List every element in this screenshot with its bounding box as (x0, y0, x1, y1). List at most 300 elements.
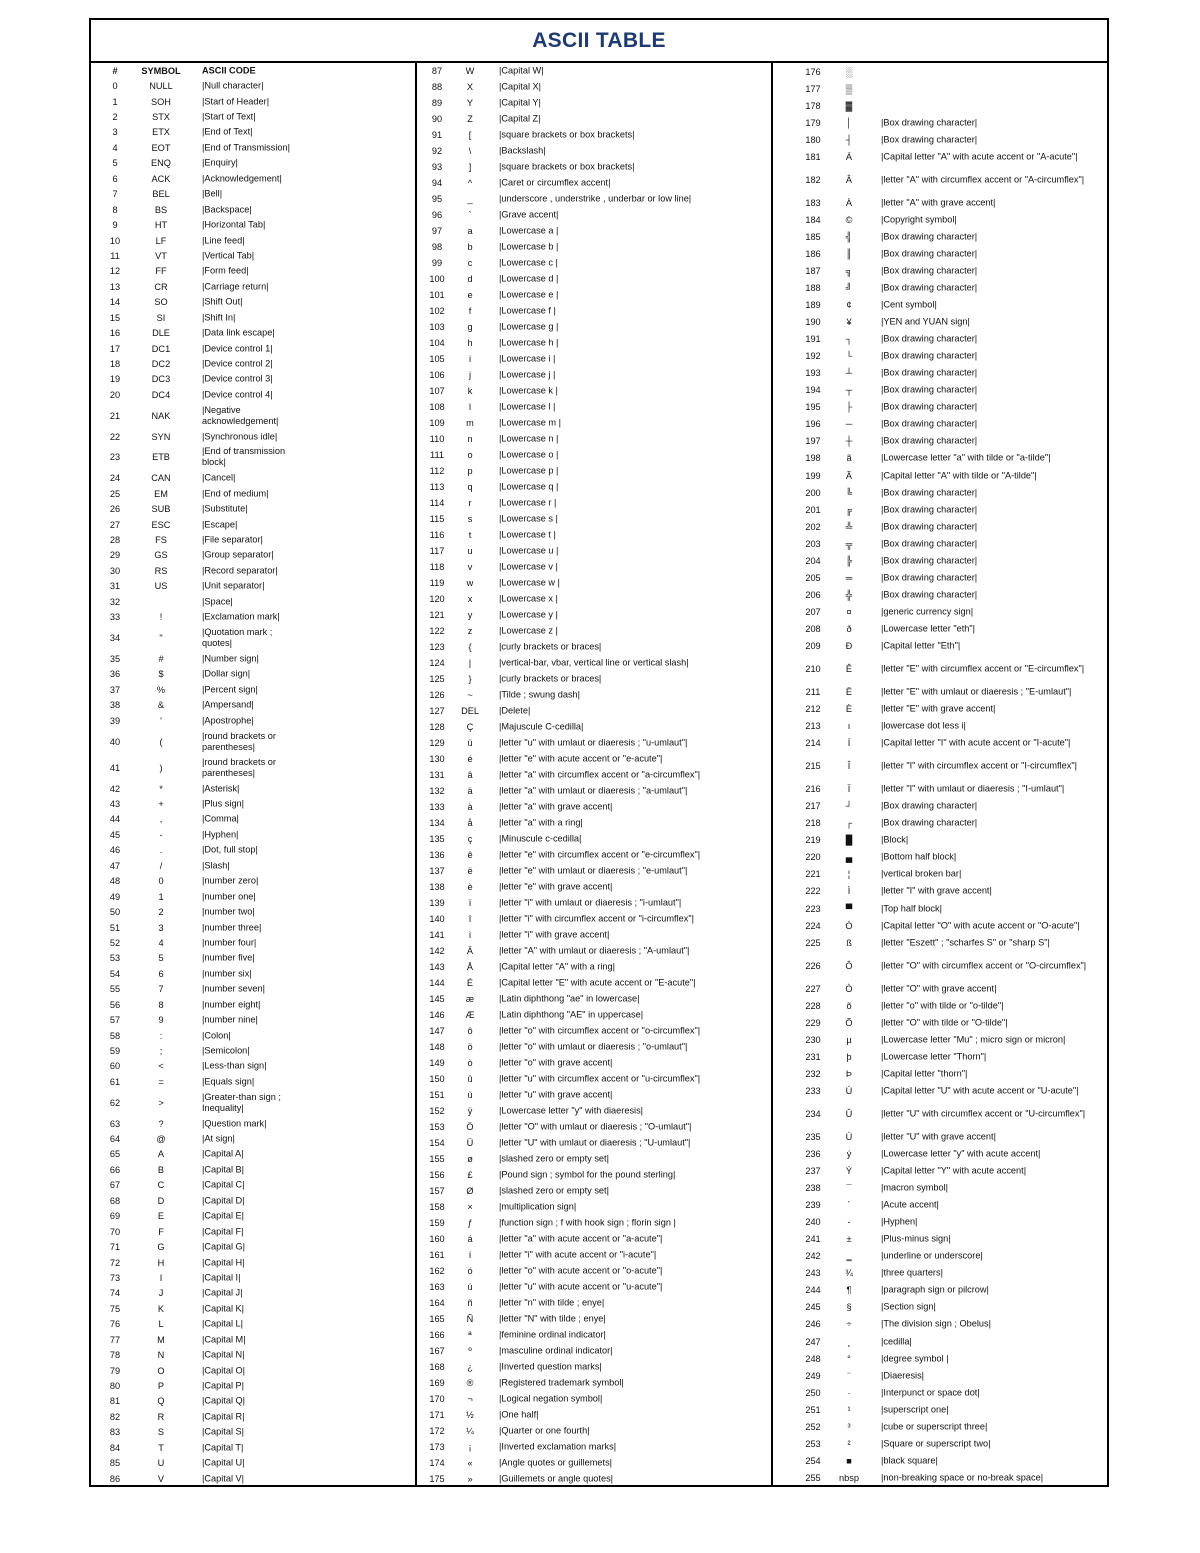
code-number: 7 (112, 188, 118, 199)
description-cell: |Box drawing character| (881, 589, 978, 600)
code-number: 134 (429, 817, 445, 828)
description-cell: |number three| (202, 922, 262, 933)
description-cell: |number six| (202, 968, 252, 979)
description-cell: |Box drawing character| (881, 282, 978, 293)
table-row (417, 751, 771, 767)
description-cell: |letter "O" with umlaut or diaeresis ; "O-umlaut"| (499, 1121, 692, 1132)
table-row (773, 211, 1107, 228)
table-row (773, 1282, 1107, 1299)
symbol-cell: DC1 (151, 343, 171, 354)
table-row (91, 1286, 415, 1301)
symbol-cell: b (467, 241, 473, 252)
symbol-cell: ┌ (845, 818, 853, 829)
symbol-cell: U (157, 1457, 165, 1468)
table-row (417, 1023, 771, 1039)
description-cell: |Null character| (202, 80, 264, 91)
table-row (773, 1180, 1107, 1197)
symbol-cell: ´ (847, 1199, 851, 1210)
description-cell: |Capital letter "E" with acute accent or "E-acute"| (499, 977, 696, 988)
table-row (417, 111, 771, 127)
table-row (91, 935, 415, 950)
description-cell: |letter "e" with circumflex accent or "e-circumflex"| (499, 849, 701, 860)
table-row (773, 637, 1107, 654)
description-cell: |Hyphen| (881, 1216, 918, 1227)
symbol-cell: ¡ (468, 1441, 472, 1452)
description-cell: |Box drawing character| (881, 367, 978, 378)
description-cell: |Lowercase letter "Mu" ; micro sign or micron| (881, 1034, 1066, 1045)
symbol-cell: ░ (845, 66, 853, 77)
symbol-cell: m (466, 417, 474, 428)
code-number: 247 (805, 1336, 821, 1347)
code-number: 121 (429, 609, 445, 620)
symbol-cell: ü (467, 737, 473, 748)
code-number: 197 (805, 436, 821, 447)
symbol-cell: DC3 (151, 374, 171, 385)
code-number: 208 (805, 623, 821, 634)
table-row (773, 131, 1107, 148)
symbol-cell: Ö (466, 1121, 474, 1132)
symbol-cell: W (465, 65, 475, 76)
code-number: 240 (805, 1216, 821, 1227)
description-cell: |One half| (499, 1409, 539, 1420)
code-number: 86 (109, 1473, 121, 1484)
description-cell: |round brackets or parentheses| (202, 730, 276, 752)
table-row (417, 287, 771, 303)
description-cell: |Group separator| (202, 549, 274, 560)
table-row (417, 1151, 771, 1167)
symbol-cell: ┤ (845, 134, 853, 145)
symbol-cell: FF (155, 266, 167, 277)
table-row (91, 843, 415, 858)
code-number: 45 (109, 829, 121, 840)
code-number: 125 (429, 673, 445, 684)
symbol-cell: Í (847, 737, 851, 748)
code-number: 150 (429, 1073, 445, 1084)
table-row (91, 1332, 415, 1347)
header-symbol: SYMBOL (141, 65, 181, 76)
table-row (417, 1471, 771, 1487)
table-row (417, 1455, 771, 1471)
description-cell: |letter "u" with circumflex accent or "u-circumflex"| (499, 1073, 701, 1084)
table-row (91, 625, 415, 651)
symbol-cell: ¶ (846, 1285, 852, 1296)
symbol-cell: ¬ (467, 1393, 473, 1404)
symbol-cell: 5 (158, 953, 164, 964)
description-cell: |Capital V| (202, 1473, 245, 1484)
description-cell: |generic currency sign| (881, 606, 974, 617)
description-cell: |Device control 2| (202, 358, 273, 369)
table-row (417, 527, 771, 543)
code-number: 56 (109, 999, 121, 1010)
code-number: 244 (805, 1285, 821, 1296)
symbol-cell: _ (467, 193, 473, 204)
description-cell: |Grave accent| (499, 209, 559, 220)
table-row (91, 904, 415, 919)
symbol-cell: » (467, 1473, 473, 1484)
description-cell: |three quarters| (881, 1267, 943, 1278)
description-cell: |Capital H| (202, 1257, 245, 1268)
description-cell: |Capital C| (202, 1179, 245, 1190)
symbol-cell: r (468, 497, 472, 508)
code-number: 124 (429, 657, 445, 668)
description-cell: |Capital letter "Eth"| (881, 640, 961, 651)
symbol-cell: É (466, 977, 474, 988)
table-row (773, 228, 1107, 245)
symbol-cell: ║ (845, 248, 853, 259)
code-number: 44 (109, 814, 121, 825)
description-cell: |Box drawing character| (881, 384, 978, 395)
symbol-cell: ╣ (845, 231, 853, 242)
code-number: 6 (112, 173, 118, 184)
code-number: 183 (805, 197, 821, 208)
description-cell: |File separator| (202, 534, 263, 545)
code-number: 157 (429, 1185, 445, 1196)
description-cell: |letter "o" with grave accent| (499, 1057, 613, 1068)
code-number: 25 (109, 488, 121, 499)
table-row (773, 752, 1107, 781)
description-cell: |Lowercase p | (499, 465, 559, 476)
table-row (417, 1119, 771, 1135)
description-cell: |letter "U" with circumflex accent or "U-circumflex"| (881, 1108, 1086, 1119)
table-row (773, 917, 1107, 934)
description-cell: |Capital letter "A" with tilde or "A-tilde"| (881, 470, 1037, 481)
table-row (91, 563, 415, 578)
symbol-cell: ! (159, 611, 163, 622)
description-cell: |Logical negation symbol| (499, 1393, 603, 1404)
table-row (773, 552, 1107, 569)
table-row (417, 927, 771, 943)
code-number: 90 (431, 113, 443, 124)
symbol-cell: BS (154, 204, 168, 215)
description-cell: |Lowercase letter "Thorn"| (881, 1051, 987, 1062)
symbol-cell: ³ (847, 1421, 851, 1432)
code-number: 12 (109, 266, 121, 277)
symbol-cell: ‗ (846, 1251, 852, 1262)
description-cell: |curly brackets or braces| (499, 673, 602, 684)
description-cell: |letter "A" with grave accent| (881, 197, 996, 208)
description-cell: |Lowercase x | (499, 593, 558, 604)
code-number: 140 (429, 913, 445, 924)
description-cell: |Record separator| (202, 565, 278, 576)
symbol-cell: ENQ (151, 158, 171, 169)
symbol-cell: ┼ (845, 436, 853, 447)
table-row (91, 1090, 415, 1116)
code-number: 228 (805, 1000, 821, 1011)
description-cell: |round brackets or parentheses| (202, 756, 276, 778)
symbol-cell: LF (155, 235, 167, 246)
table-row (417, 1199, 771, 1215)
symbol-cell: ¢ (846, 299, 852, 310)
symbol-cell: 3 (158, 922, 164, 933)
symbol-cell: ¼ (466, 1425, 474, 1436)
description-cell: |Square or superscript two| (881, 1438, 991, 1449)
symbol-cell: º (468, 1345, 472, 1356)
description-cell: |Box drawing character| (881, 572, 978, 583)
description-cell: |number four| (202, 937, 257, 948)
description-cell: |letter "I" with circumflex accent or "I-circumflex"| (881, 760, 1077, 771)
description-cell: |Guillemets or angle quotes| (499, 1473, 614, 1484)
symbol-cell: y (467, 609, 473, 620)
code-number: 218 (805, 818, 821, 829)
code-number: 103 (429, 321, 445, 332)
symbol-cell: A (157, 1149, 165, 1160)
description-cell: |YEN and YUAN sign| (881, 316, 970, 327)
symbol-cell: c (467, 257, 473, 268)
description-cell: |Capital F| (202, 1226, 244, 1237)
table-row (91, 295, 415, 310)
code-number: 248 (805, 1353, 821, 1364)
symbol-cell: ö (467, 1041, 473, 1052)
description-cell: |Capital P| (202, 1380, 245, 1391)
description-cell: |letter "E" with umlaut or diaeresis ; "E-umlaut"| (881, 686, 1072, 697)
table-row (91, 264, 415, 279)
code-number: 236 (805, 1148, 821, 1159)
description-cell: |curly brackets or braces| (499, 641, 602, 652)
symbol-cell: ¨ (847, 1370, 851, 1381)
table-row (417, 831, 771, 847)
description-cell: |Box drawing character| (881, 487, 978, 498)
table-row (417, 1055, 771, 1071)
table-row (773, 148, 1107, 165)
code-number: 149 (429, 1057, 445, 1068)
description-cell: |letter "a" with grave accent| (499, 801, 613, 812)
code-number: 79 (109, 1365, 121, 1376)
description-cell: |Semicolon| (202, 1045, 250, 1056)
table-row (417, 255, 771, 271)
code-number: 41 (109, 762, 121, 773)
description-cell: |Bottom half block| (881, 851, 957, 862)
symbol-cell: DC4 (151, 389, 171, 400)
code-number: 17 (109, 343, 121, 354)
description-cell: |letter "o" with tilde or "o-tilde"| (881, 1000, 1004, 1011)
code-number: 151 (429, 1089, 445, 1100)
table-row (91, 356, 415, 371)
description-cell: |square brackets or box brackets| (499, 161, 635, 172)
description-cell: |letter "A" with circumflex accent or "A-circumflex"| (881, 174, 1085, 185)
code-number: 146 (429, 1009, 445, 1020)
symbol-cell: ESC (151, 519, 171, 530)
table-row (417, 767, 771, 783)
code-number: 139 (429, 897, 445, 908)
code-number: 145 (429, 993, 445, 1004)
table-row (417, 383, 771, 399)
table-row (91, 858, 415, 873)
description-cell: |Comma| (202, 813, 239, 824)
symbol-cell: ETX (152, 127, 170, 138)
code-number: 107 (429, 385, 445, 396)
symbol-cell: Ê (845, 663, 853, 674)
table-row (91, 78, 415, 93)
description-cell: |letter "u" with acute accent or "u-acute"| (499, 1281, 663, 1292)
description-cell: |Apostrophe| (202, 715, 254, 726)
symbol-cell: 9 (158, 1014, 164, 1025)
table-row (773, 97, 1107, 114)
table-row (417, 991, 771, 1007)
description-cell: |Plus-minus sign| (881, 1233, 951, 1244)
code-number: 239 (805, 1199, 821, 1210)
description-cell: |Lowercase l | (499, 401, 556, 412)
code-number: 255 (805, 1472, 821, 1483)
description-cell: |Lowercase b | (499, 241, 559, 252)
description-cell: |number eight| (202, 999, 261, 1010)
symbol-cell: l (468, 401, 472, 412)
symbol-cell: Æ (465, 1009, 475, 1020)
description-cell: |Lowercase v | (499, 561, 558, 572)
table-row (417, 879, 771, 895)
table-row (773, 951, 1107, 980)
symbol-cell: @ (156, 1133, 166, 1144)
description-cell: |Plus sign| (202, 798, 245, 809)
table-row (417, 655, 771, 671)
table-row (773, 1197, 1107, 1214)
description-cell: |letter "i" with circumflex accent or "i-circumflex"| (499, 913, 694, 924)
code-number: 204 (805, 555, 821, 566)
table-row (91, 698, 415, 713)
table-row (417, 63, 771, 79)
symbol-cell: US (154, 581, 168, 592)
table-row (91, 951, 415, 966)
code-number: 122 (429, 625, 445, 636)
description-cell: |Lowercase c | (499, 257, 558, 268)
description-cell: |Shift Out| (202, 296, 243, 307)
symbol-cell: , (159, 814, 163, 825)
code-number: 59 (109, 1045, 121, 1056)
code-number: 131 (429, 769, 445, 780)
table-row (91, 429, 415, 444)
code-number: 13 (109, 281, 121, 292)
code-number: 115 (429, 513, 445, 524)
symbol-cell: © (845, 214, 853, 225)
table-row (773, 1316, 1107, 1333)
symbol-cell: ² (847, 1438, 851, 1449)
symbol-cell: EOT (151, 142, 171, 153)
code-number: 163 (429, 1281, 445, 1292)
description-cell: |lowercase dot less i| (881, 720, 966, 731)
code-number: 216 (805, 783, 821, 794)
table-row (773, 1248, 1107, 1265)
symbol-cell: ¥ (846, 316, 852, 327)
description-cell: |Lowercase r | (499, 497, 557, 508)
symbol-cell: P (157, 1380, 165, 1391)
symbol-cell: ® (466, 1377, 474, 1388)
table-row (91, 202, 415, 217)
symbol-cell: SI (156, 312, 166, 323)
description-cell: |Acute accent| (881, 1199, 939, 1210)
code-number: 210 (805, 663, 821, 674)
table-row (91, 1456, 415, 1471)
code-number: 71 (109, 1241, 121, 1252)
symbol-cell: ¤ (846, 606, 852, 617)
code-number: 225 (805, 937, 821, 948)
table-row (773, 603, 1107, 620)
table-row (773, 1401, 1107, 1418)
description-cell: |Box drawing character| (881, 521, 978, 532)
description-cell: |Box drawing character| (881, 350, 978, 361)
table-row (91, 874, 415, 889)
table-row (773, 997, 1107, 1014)
code-number: 152 (429, 1105, 445, 1116)
symbol-cell: X (466, 81, 474, 92)
description-cell: |Lowercase a | (499, 225, 559, 236)
description-cell: |Latin diphthong "ae" in lowercase| (499, 993, 640, 1004)
description-cell: |letter "e" with acute accent or "e-acute"| (499, 753, 663, 764)
symbol-cell: ▀ (845, 903, 853, 914)
description-cell: |letter "u" with umlaut or diaeresis ; "u-umlaut"| (499, 737, 688, 748)
code-number: 0 (112, 80, 118, 91)
table-row (417, 95, 771, 111)
symbol-cell: ╦ (845, 538, 853, 549)
table-row (417, 1295, 771, 1311)
code-number: 147 (429, 1025, 445, 1036)
code-number: 141 (429, 929, 445, 940)
table-row (417, 959, 771, 975)
description-cell: |Space| (202, 596, 233, 607)
symbol-cell: 7 (158, 984, 164, 995)
symbol-cell: ACK (151, 173, 171, 184)
code-number: 224 (805, 920, 821, 931)
code-number: 231 (805, 1051, 821, 1062)
symbol-cell: │ (846, 117, 852, 128)
symbol-cell: ├ (845, 402, 853, 413)
description-cell: |non-breaking space or no-break space| (881, 1472, 1044, 1483)
code-number: 162 (429, 1265, 445, 1276)
code-number: 8 (112, 204, 118, 215)
table-row (773, 1099, 1107, 1128)
code-number: 217 (805, 801, 821, 811)
description-cell: |Lowercase t | (499, 529, 556, 540)
code-number: 96 (431, 209, 443, 220)
table-row (417, 271, 771, 287)
code-number: 129 (429, 737, 445, 748)
symbol-cell: Î (847, 760, 851, 771)
code-number: 169 (429, 1377, 445, 1388)
description-cell: |letter "a" with a ring| (499, 817, 583, 828)
table-row (417, 1359, 771, 1375)
description-cell: |Copyright symbol| (881, 214, 957, 225)
table-row (91, 1347, 415, 1362)
symbol-cell: GS (154, 550, 168, 561)
description-cell: |Lowercase z | (499, 625, 558, 636)
description-cell: |letter "O" with tilde or "O-tilde"| (881, 1017, 1008, 1028)
code-number: 142 (429, 945, 445, 956)
symbol-cell: ) (159, 762, 163, 773)
code-number: 165 (429, 1313, 445, 1324)
description-cell: |End of Transmission| (202, 142, 291, 153)
symbol-cell: Ë (845, 686, 853, 697)
code-number: 104 (429, 337, 445, 348)
description-cell: |Capital letter "O" with acute accent or "O-acute"| (881, 920, 1080, 931)
table-row (417, 1423, 771, 1439)
description-cell: |Capital K| (202, 1303, 245, 1314)
table-row (773, 1048, 1107, 1065)
description-cell: |Block| (881, 834, 909, 845)
code-number: 69 (109, 1210, 121, 1221)
symbol-cell: | (468, 657, 472, 668)
description-cell: |Diaeresis| (881, 1370, 925, 1381)
table-header-row (91, 63, 415, 78)
description-cell: |Lowercase m | (499, 417, 561, 428)
symbol-cell: RS (154, 565, 168, 576)
table-row (417, 223, 771, 239)
code-number: 32 (109, 596, 121, 607)
code-number: 2 (112, 111, 118, 122)
symbol-cell: SOH (151, 96, 171, 107)
description-cell: |Line feed| (202, 235, 245, 246)
code-number: 254 (805, 1455, 821, 1466)
description-cell: |vertical broken bar| (881, 868, 962, 879)
table-row (417, 79, 771, 95)
code-number: 186 (805, 248, 821, 259)
